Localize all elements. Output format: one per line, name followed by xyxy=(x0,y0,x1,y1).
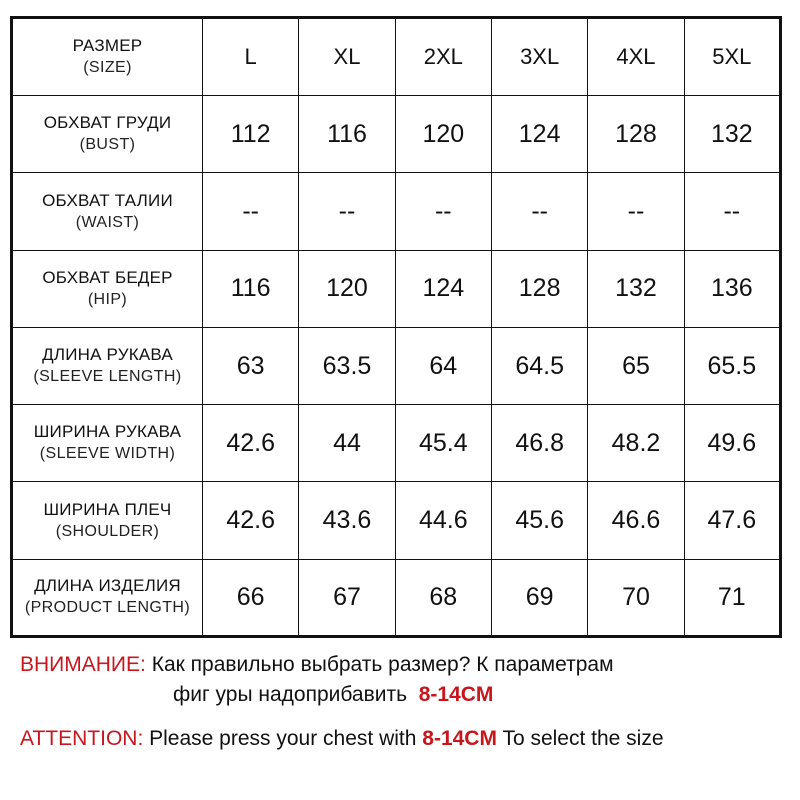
row-label-ru: ОБХВАТ БЕДЕР xyxy=(42,267,173,287)
table-header-row xyxy=(12,18,781,96)
value-cell: 45.4 xyxy=(395,405,491,482)
value-cell: 45.6 xyxy=(491,482,587,559)
table-row-shoulder xyxy=(12,482,781,559)
header-label-ru: РАЗМЕР xyxy=(72,36,143,56)
value-cell: 48.2 xyxy=(588,405,684,482)
size-header-cell: L xyxy=(203,18,299,96)
value-cell: 67 xyxy=(299,559,395,636)
value-cell: 47.6 xyxy=(684,482,780,559)
header-label-en: (SIZE) xyxy=(83,59,132,77)
note-en-text-2: To select the size xyxy=(502,727,664,750)
row-label-en: (SHOULDER) xyxy=(55,522,160,540)
value-cell: -- xyxy=(395,173,491,250)
value-cell: 132 xyxy=(588,250,684,327)
row-label-cell xyxy=(12,96,203,173)
row-label-cell xyxy=(12,405,203,482)
value-cell: 64 xyxy=(395,327,491,404)
value-cell: 49.6 xyxy=(684,405,780,482)
row-label-cell xyxy=(12,173,203,250)
table-row-bust xyxy=(12,96,781,173)
note-ru-highlight: 8-14CM xyxy=(418,683,494,706)
value-cell: 120 xyxy=(299,250,395,327)
row-label-en: (WAIST) xyxy=(75,213,140,231)
row-label-en: (BUST) xyxy=(79,136,136,154)
row-label-ru: ОБХВАТ ТАЛИИ xyxy=(42,190,173,210)
value-cell: -- xyxy=(588,173,684,250)
row-label-ru: ДЛИНА ИЗДЕЛИЯ xyxy=(34,576,181,596)
value-cell: 69 xyxy=(491,559,587,636)
note-en-highlight: 8-14CM xyxy=(422,727,497,750)
note-ru-text-1: Как правильно выбрать размер? К параметрам xyxy=(151,653,614,676)
row-label-ru: ШИРИНА ПЛЕЧ xyxy=(43,499,172,519)
value-cell: 42.6 xyxy=(203,405,299,482)
value-cell: 124 xyxy=(395,250,491,327)
size-header-cell: 4XL xyxy=(588,18,684,96)
row-label-cell xyxy=(12,482,203,559)
value-cell: -- xyxy=(491,173,587,250)
value-cell: 64.5 xyxy=(491,327,587,404)
value-cell: 124 xyxy=(491,96,587,173)
row-label-cell xyxy=(12,250,203,327)
value-cell: 136 xyxy=(684,250,780,327)
value-cell: 46.8 xyxy=(491,405,587,482)
value-cell: -- xyxy=(684,173,780,250)
row-label-en: (SLEEVE WIDTH) xyxy=(39,445,176,463)
row-label-ru: ШИРИНА РУКАВА xyxy=(33,422,182,442)
value-cell: 116 xyxy=(299,96,395,173)
value-cell: 132 xyxy=(684,96,780,173)
table-row-waist xyxy=(12,173,781,250)
note-en-text-1: Please press your chest with xyxy=(149,727,417,750)
value-cell: 70 xyxy=(588,559,684,636)
value-cell: 66 xyxy=(203,559,299,636)
size-chart-table xyxy=(10,16,782,638)
value-cell: 120 xyxy=(395,96,491,173)
note-ru-line-1 xyxy=(20,650,790,680)
row-label-en: (PRODUCT LENGTH) xyxy=(24,599,191,617)
value-cell: 116 xyxy=(203,250,299,327)
size-header-cell: 2XL xyxy=(395,18,491,96)
value-cell: 65 xyxy=(588,327,684,404)
value-cell: 44 xyxy=(299,405,395,482)
row-label-en: (SLEEVE LENGTH) xyxy=(33,368,182,386)
note-ru-line-2 xyxy=(20,680,790,710)
value-cell: 46.6 xyxy=(588,482,684,559)
note-ru-label: ВНИМАНИЕ: xyxy=(20,653,146,676)
value-cell: 42.6 xyxy=(203,482,299,559)
value-cell: 43.6 xyxy=(299,482,395,559)
value-cell: 44.6 xyxy=(395,482,491,559)
row-label-cell xyxy=(12,559,203,636)
value-cell: -- xyxy=(203,173,299,250)
table-row-sleeve-length xyxy=(12,327,781,404)
size-header-cell: XL xyxy=(299,18,395,96)
header-label-cell xyxy=(12,18,203,96)
table-row-product-length xyxy=(12,559,781,636)
value-cell: 63.5 xyxy=(299,327,395,404)
row-label-en: (HIP) xyxy=(87,290,128,308)
note-en-label: ATTENTION: xyxy=(20,727,144,750)
size-header-cell: 5XL xyxy=(684,18,780,96)
note-ru-text-2: фиг уры надоприбавить xyxy=(173,683,408,706)
value-cell: 63 xyxy=(203,327,299,404)
value-cell: 68 xyxy=(395,559,491,636)
row-label-cell xyxy=(12,327,203,404)
value-cell: 128 xyxy=(588,96,684,173)
table-row-hip xyxy=(12,250,781,327)
value-cell: 112 xyxy=(203,96,299,173)
size-header-cell: 3XL xyxy=(491,18,587,96)
note-en-line xyxy=(20,724,790,754)
value-cell: 128 xyxy=(491,250,587,327)
attention-notes xyxy=(20,650,790,754)
value-cell: 65.5 xyxy=(684,327,780,404)
row-label-ru: ОБХВАТ ГРУДИ xyxy=(43,113,172,133)
value-cell: 71 xyxy=(684,559,780,636)
table-row-sleeve-width xyxy=(12,405,781,482)
row-label-ru: ДЛИНА РУКАВА xyxy=(42,345,173,365)
value-cell: -- xyxy=(299,173,395,250)
